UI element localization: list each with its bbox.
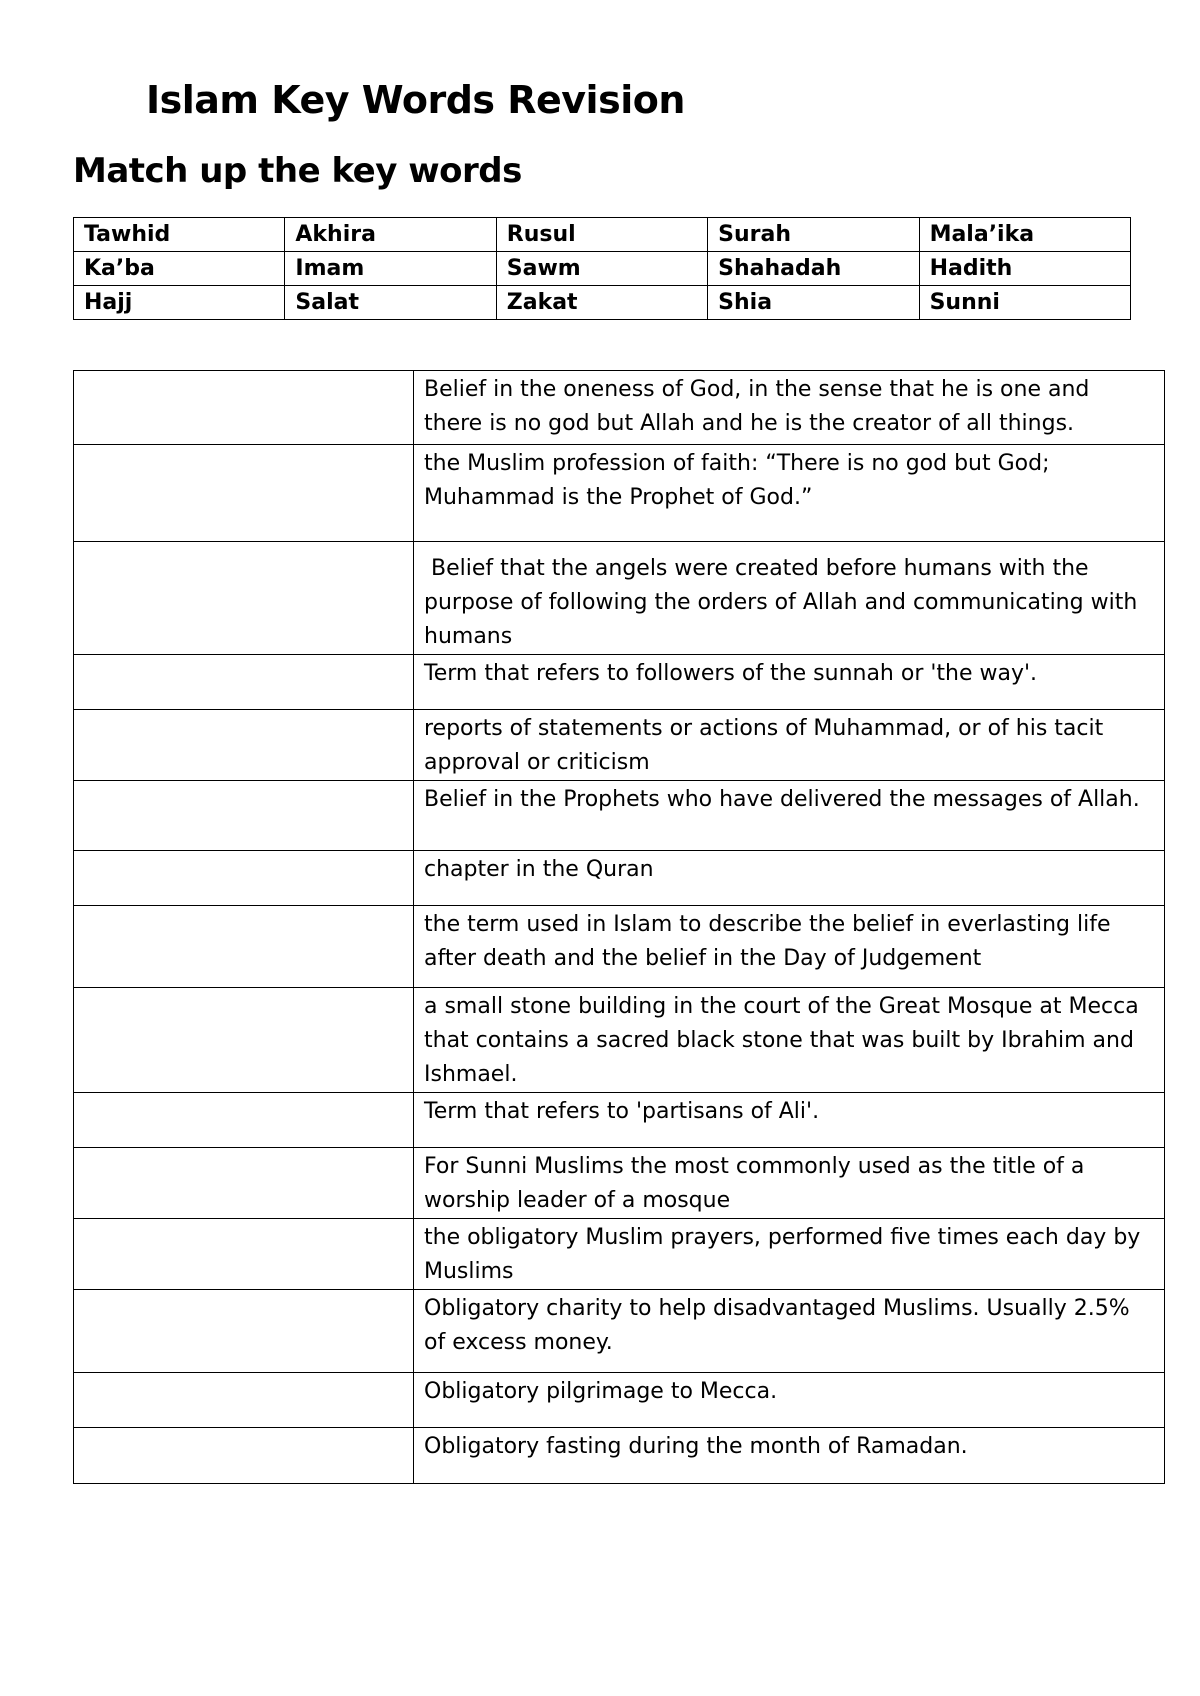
keyword-cell: Ka’ba <box>74 252 285 286</box>
definition-cell: Obligatory fasting during the month of Ramadan. <box>414 1428 1165 1484</box>
keyword-cell: Salat <box>285 286 496 320</box>
keyword-cell: Akhira <box>285 218 496 252</box>
answer-cell[interactable] <box>74 988 414 1093</box>
definition-cell: the term used in Islam to describe the belief in everlasting life after death and the belief in the Day of Judgement <box>414 906 1165 988</box>
answer-cell[interactable] <box>74 781 414 851</box>
answer-cell[interactable] <box>74 710 414 781</box>
definition-cell: Belief that the angels were created before humans with the purpose of following the orders of Allah and communicating with humans <box>414 542 1165 655</box>
keyword-row <box>74 286 1131 320</box>
answer-cell[interactable] <box>74 1148 414 1219</box>
definition-row <box>74 655 1165 710</box>
keyword-row <box>74 218 1131 252</box>
definition-cell: reports of statements or actions of Muhammad, or of his tacit approval or criticism <box>414 710 1165 781</box>
keyword-table <box>73 217 1131 320</box>
definition-row <box>74 988 1165 1093</box>
keyword-cell: Shia <box>708 286 919 320</box>
answer-cell[interactable] <box>74 445 414 542</box>
definition-cell: a small stone building in the court of the Great Mosque at Mecca that contains a sacred black stone that was built by Ibrahim and Ishmael. <box>414 988 1165 1093</box>
definitions-table <box>73 370 1165 1484</box>
answer-cell[interactable] <box>74 1373 414 1428</box>
answer-cell[interactable] <box>74 1093 414 1148</box>
answer-cell[interactable] <box>74 542 414 655</box>
definition-row <box>74 710 1165 781</box>
answer-cell[interactable] <box>74 1219 414 1290</box>
definition-cell: Obligatory pilgrimage to Mecca. <box>414 1373 1165 1428</box>
definition-row <box>74 1290 1165 1373</box>
keyword-cell: Zakat <box>496 286 707 320</box>
definition-row <box>74 445 1165 542</box>
definition-cell: Term that refers to 'partisans of Ali'. <box>414 1093 1165 1148</box>
keyword-cell: Shahadah <box>708 252 919 286</box>
keyword-cell: Sunni <box>919 286 1130 320</box>
definition-row <box>74 1373 1165 1428</box>
definition-row <box>74 1219 1165 1290</box>
keyword-cell: Hadith <box>919 252 1130 286</box>
definition-cell: the Muslim profession of faith: “There is no god but God; Muhammad is the Prophet of God.” <box>414 445 1165 542</box>
definition-cell: chapter in the Quran <box>414 851 1165 906</box>
definition-cell: Obligatory charity to help disadvantaged Muslims. Usually 2.5% of excess money. <box>414 1290 1165 1373</box>
answer-cell[interactable] <box>74 851 414 906</box>
definition-row <box>74 1093 1165 1148</box>
definition-cell: the obligatory Muslim prayers, performed five times each day by Muslims <box>414 1219 1165 1290</box>
keyword-row <box>74 252 1131 286</box>
page-title: Islam Key Words Revision <box>146 78 685 122</box>
definition-row <box>74 906 1165 988</box>
definition-row <box>74 371 1165 445</box>
keyword-cell: Surah <box>708 218 919 252</box>
definition-cell: Belief in the oneness of God, in the sense that he is one and there is no god but Allah and he is the creator of all things. <box>414 371 1165 445</box>
answer-cell[interactable] <box>74 371 414 445</box>
definition-row <box>74 542 1165 655</box>
answer-cell[interactable] <box>74 1428 414 1484</box>
answer-cell[interactable] <box>74 906 414 988</box>
instructions-heading: Match up the key words <box>73 151 522 191</box>
definition-cell: Belief in the Prophets who have delivered the messages of Allah. <box>414 781 1165 851</box>
keyword-cell: Hajj <box>74 286 285 320</box>
definition-cell: Term that refers to followers of the sunnah or 'the way'. <box>414 655 1165 710</box>
definition-row <box>74 781 1165 851</box>
keyword-cell: Sawm <box>496 252 707 286</box>
answer-cell[interactable] <box>74 655 414 710</box>
keyword-cell: Tawhid <box>74 218 285 252</box>
definition-row <box>74 1148 1165 1219</box>
definition-row <box>74 1428 1165 1484</box>
definition-cell: For Sunni Muslims the most commonly used as the title of a worship leader of a mosque <box>414 1148 1165 1219</box>
keyword-cell: Rusul <box>496 218 707 252</box>
definition-row <box>74 851 1165 906</box>
keyword-cell: Imam <box>285 252 496 286</box>
keyword-cell: Mala’ika <box>919 218 1130 252</box>
answer-cell[interactable] <box>74 1290 414 1373</box>
